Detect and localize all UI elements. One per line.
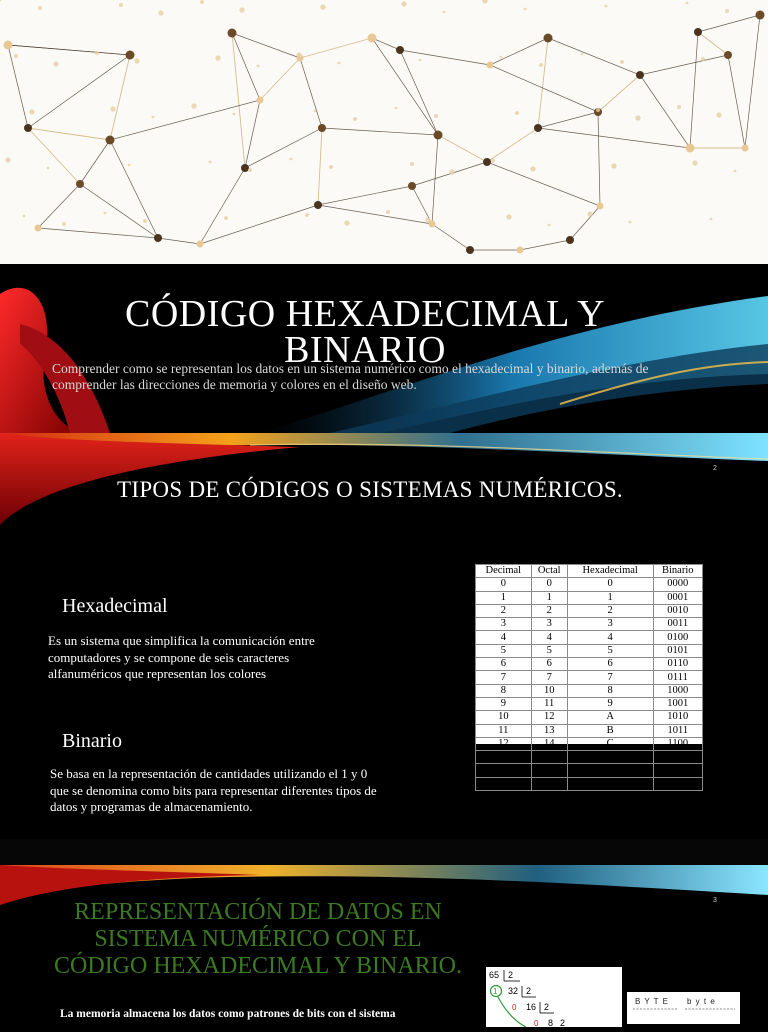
network-dot [233, 113, 236, 116]
table-cell: 0001 [653, 591, 702, 604]
network-dot [152, 116, 155, 119]
svg-text:2: 2 [526, 986, 532, 996]
network-dot [5, 157, 10, 162]
network-dot [53, 61, 58, 66]
network-dot [215, 55, 220, 60]
network-node [724, 51, 732, 59]
network-edge [318, 205, 432, 224]
table-row [476, 751, 703, 764]
binario-description: Se basa en la representación de cantidades utilizando el 1 y 0 que se denomina como bits para representar diferentes tipos de datos y programas de almacenamiento. [50, 766, 377, 814]
network-edge [690, 32, 698, 148]
network-dot [314, 110, 317, 113]
network-node [544, 34, 553, 43]
table-cell: 1100 [653, 737, 702, 750]
division-diagram [486, 967, 622, 1027]
network-edge [110, 55, 130, 140]
table-cell: 12 [476, 737, 532, 750]
network-dot [239, 7, 244, 12]
network-dot [419, 59, 422, 62]
network-dot [410, 162, 414, 166]
network-edge [8, 45, 28, 128]
table-cell: 14 [531, 737, 567, 750]
network-edge [640, 55, 728, 75]
network-node [106, 136, 115, 145]
network-dot [491, 159, 495, 163]
table-cell: A [567, 711, 653, 724]
network-node [126, 51, 135, 60]
network-edge [698, 15, 760, 32]
network-edge [80, 140, 110, 184]
byte-lower-label: b y t e [687, 997, 716, 1006]
table-cell: E [567, 764, 653, 777]
network-dot [110, 106, 115, 111]
network-dot [425, 217, 430, 222]
network-node [742, 145, 749, 152]
representation-slide [0, 865, 768, 1028]
table-cell: 1011 [653, 724, 702, 737]
table-cell: 2 [476, 604, 532, 617]
network-dot [587, 211, 592, 216]
network-edge [728, 55, 745, 148]
network-node [24, 124, 32, 132]
presentation-title: CÓDIGO HEXADECIMAL Y BINARIO [124, 293, 606, 371]
network-edge [400, 50, 490, 65]
network-dot [629, 221, 632, 224]
network-edge [28, 128, 80, 184]
network-dot [716, 112, 721, 117]
table-cell: D [567, 751, 653, 764]
network-dot [344, 220, 349, 225]
table-cell: 17 [531, 777, 567, 790]
table-row [476, 578, 703, 591]
table-cell: 11 [531, 697, 567, 710]
network-dot [506, 214, 511, 219]
table-row [476, 618, 703, 631]
network-node [597, 203, 604, 210]
network-dot [581, 53, 584, 56]
table-cell: 7 [567, 671, 653, 684]
network-edge [570, 206, 600, 240]
network-dot [62, 222, 66, 226]
network-edge [8, 45, 130, 55]
table-cell: 1001 [653, 697, 702, 710]
table-cell: 1 [476, 591, 532, 604]
network-edge [438, 135, 487, 162]
network-edge [28, 55, 130, 128]
presentation-subtitle: Comprender como se representan los datos en un sistema numérico como el hexadecimal y binario, además de comprender las direcciones de memoria y colores en el diseño web. [52, 361, 649, 392]
title-slide [0, 264, 768, 433]
table-cell: 0 [476, 578, 532, 591]
network-node [4, 41, 13, 50]
network-node [368, 34, 377, 43]
network-dot [95, 51, 99, 55]
table-cell: 3 [567, 618, 653, 631]
network-dot [224, 216, 228, 220]
table-cell: 13 [476, 751, 532, 764]
network-dot [443, 11, 446, 14]
section-title: REPRESENTACIÓN DE DATOS EN SISTEMA NUMÉRICO CON EL CÓDIGO HEXADECIMAL Y BINARIO. [54, 899, 462, 979]
network-edge [300, 38, 372, 58]
number-systems-table-image [475, 564, 703, 789]
types-slide [0, 433, 768, 839]
network-dot [434, 114, 438, 118]
network-dot [692, 160, 697, 165]
table-cell: 7 [476, 671, 532, 684]
network-edge [412, 162, 487, 186]
table-cell: 0011 [653, 618, 702, 631]
network-dot [701, 57, 705, 61]
network-dot [128, 164, 131, 167]
table-row [476, 684, 703, 697]
network-node [534, 124, 542, 132]
network-dot [14, 54, 18, 58]
table-cell: F [567, 777, 653, 790]
network-edge [232, 33, 300, 58]
network-edge [110, 140, 158, 238]
svg-text:2: 2 [544, 1002, 550, 1012]
table-cell: 5 [567, 644, 653, 657]
network-dot [29, 109, 34, 114]
table-cell: 8 [476, 684, 532, 697]
network-edge [300, 58, 322, 128]
network-edge [487, 162, 600, 206]
table-cell: 0111 [653, 671, 702, 684]
network-edge [490, 38, 548, 65]
binario-heading: Binario [62, 730, 122, 752]
page-number: 3 [713, 897, 717, 904]
network-edge [432, 224, 470, 250]
network-dot [200, 0, 204, 4]
network-dot [449, 169, 454, 174]
network-node [434, 131, 443, 140]
network-edge [400, 50, 438, 135]
network-dot [725, 9, 729, 13]
byte-upper-label: B Y T E [635, 997, 669, 1006]
network-dot [23, 215, 26, 218]
network-node [466, 246, 474, 254]
division-quotient-3: 8 [548, 1018, 554, 1028]
network-edge [158, 238, 200, 244]
network-edge [520, 240, 570, 250]
network-dot [305, 213, 309, 217]
network-dot [395, 107, 398, 110]
table-cell: 1 [531, 591, 567, 604]
table-cell: 12 [531, 711, 567, 724]
network-dot [329, 165, 333, 169]
hexadecimal-description: Es un sistema que simplifica la comunicación entre computadores y se compone de seis caracteres alfanuméricos que representan los colores [48, 633, 315, 681]
table-cell: 0010 [653, 604, 702, 617]
network-dot [686, 2, 689, 5]
table-cell: 0000 [653, 578, 702, 591]
network-node [314, 201, 322, 209]
table-row [476, 697, 703, 710]
network-edge [538, 38, 548, 128]
section-title: TIPOS DE CÓDIGOS O SISTEMAS NUMÉRICOS. [117, 477, 623, 502]
table-cell: 3 [531, 618, 567, 631]
network-node [35, 225, 42, 232]
network-dot [38, 6, 42, 10]
network-node [396, 46, 404, 54]
network-edge [640, 75, 690, 148]
table-header-cell: Binario [653, 565, 702, 578]
byte-diagram [627, 992, 740, 1024]
network-node [408, 182, 416, 190]
network-dot [104, 212, 107, 215]
table-cell: 8 [567, 684, 653, 697]
table-row [476, 631, 703, 644]
network-node [241, 164, 249, 172]
memory-description: La memoria almacena los datos como patrones de bits con el sistema [60, 1008, 396, 1020]
division-remainder-1: 1 [493, 987, 498, 996]
table-header-cell: Octal [531, 565, 567, 578]
network-dot [143, 219, 147, 223]
network-edge [318, 128, 322, 205]
table-row [476, 711, 703, 724]
table-row [476, 591, 703, 604]
table-cell: 0101 [653, 644, 702, 657]
network-dot [611, 163, 616, 168]
network-edge [232, 33, 245, 168]
network-node [483, 158, 491, 166]
table-cell: 1 [567, 591, 653, 604]
byte-image [627, 992, 740, 1024]
network-edge [538, 112, 598, 128]
division-divisor: 2 [508, 970, 514, 980]
network-dot [515, 111, 519, 115]
network-dot [158, 10, 163, 15]
table-cell: 5 [476, 644, 532, 657]
network-node [487, 62, 494, 69]
table-row [476, 644, 703, 657]
network-dot [134, 58, 139, 63]
network-dot [353, 117, 357, 121]
network-edge [372, 38, 438, 135]
svg-text:2: 2 [560, 1018, 566, 1028]
network-dot [482, 0, 487, 4]
table-cell: 15 [531, 751, 567, 764]
table-cell: B [567, 724, 653, 737]
network-node [686, 144, 695, 153]
table-cell: 1101 [653, 751, 702, 764]
table-cell: 1111 [653, 777, 702, 790]
network-node [154, 234, 162, 242]
network-edge [245, 128, 322, 168]
network-dot [635, 115, 640, 120]
division-remainder-2: 0 [512, 1003, 517, 1012]
table-cell: 7 [531, 671, 567, 684]
network-image-slide [0, 0, 768, 264]
table-cell: 1010 [653, 711, 702, 724]
network-dot [710, 218, 713, 221]
network-node [636, 71, 644, 79]
binary-division-image [486, 967, 622, 1027]
table-row [476, 724, 703, 737]
table-row [476, 658, 703, 671]
network-dot [209, 161, 212, 164]
network-dot [548, 224, 551, 227]
table-cell: 3 [476, 618, 532, 631]
table-cell: 1110 [653, 764, 702, 777]
table-cell: 2 [531, 604, 567, 617]
network-node [517, 247, 524, 254]
table-cell: C [567, 737, 653, 750]
network-node [76, 180, 84, 188]
table-cell: 0100 [653, 631, 702, 644]
table-cell: 4 [476, 631, 532, 644]
network-dot [0, 0, 1, 1]
table-cell: 13 [531, 724, 567, 737]
table-header-cell: Hexadecimal [567, 565, 653, 578]
network-dot [539, 63, 543, 67]
network-edge [110, 100, 260, 140]
network-edge [322, 128, 438, 135]
network-dot [500, 56, 503, 59]
network-edge [745, 15, 760, 148]
table-cell: 16 [531, 764, 567, 777]
division-remainder-3: 0 [534, 1019, 539, 1028]
table-cell: 10 [476, 711, 532, 724]
network-edge [80, 184, 158, 238]
network-dot [257, 65, 260, 68]
network-edge [260, 58, 300, 100]
table-cell: 14 [476, 764, 532, 777]
page-number: 2 [713, 465, 717, 472]
network-dot [320, 4, 325, 9]
table-cell: 0110 [653, 658, 702, 671]
network-node [257, 97, 264, 104]
network-edge [200, 205, 318, 244]
network-edge [487, 128, 538, 162]
table-cell: 6 [567, 658, 653, 671]
network-edge [200, 168, 245, 244]
network-node [318, 124, 326, 132]
network-dot [386, 210, 390, 214]
network-dot [119, 3, 123, 7]
table-cell: 0 [531, 578, 567, 591]
network-dot [530, 166, 535, 171]
network-edge [318, 186, 412, 205]
network-node [756, 11, 765, 20]
table-cell: 4 [531, 631, 567, 644]
network-dot [620, 60, 624, 64]
division-quotient-1: 32 [508, 986, 519, 996]
network-edge [38, 228, 158, 238]
network-dot [401, 1, 406, 6]
network-edge [598, 112, 600, 206]
network-node [566, 236, 574, 244]
network-edge [538, 128, 690, 148]
division-dividend: 65 [489, 970, 500, 980]
network-dot [296, 52, 301, 57]
table-cell: 0 [567, 578, 653, 591]
number-systems-table [475, 564, 703, 791]
table-header-cell: Decimal [476, 565, 532, 578]
network-graphic [0, 0, 768, 264]
network-edge [232, 33, 260, 100]
network-dot [290, 158, 293, 161]
table-cell: 10 [531, 684, 567, 697]
network-dot [596, 108, 600, 112]
network-edge [548, 38, 640, 75]
network-edge [28, 128, 110, 140]
network-dot [47, 167, 50, 170]
network-dot [338, 62, 341, 65]
network-node [694, 28, 702, 36]
network-dot [191, 103, 196, 108]
network-edge [598, 75, 640, 112]
table-cell: 4 [567, 631, 653, 644]
network-dot [605, 5, 608, 8]
table-cell: 6 [476, 658, 532, 671]
network-edge [245, 100, 260, 168]
table-cell: 6 [531, 658, 567, 671]
table-cell: 2 [567, 604, 653, 617]
division-quotient-2: 16 [526, 1002, 537, 1012]
table-row [476, 604, 703, 617]
table-cell: 9 [567, 697, 653, 710]
network-edge [698, 32, 728, 55]
table-row [476, 777, 703, 790]
network-dot [524, 8, 527, 11]
table-row [476, 737, 703, 750]
network-node [197, 241, 204, 248]
table-row [476, 764, 703, 777]
hexadecimal-heading: Hexadecimal [62, 595, 168, 617]
network-dot [248, 168, 252, 172]
network-edge [38, 184, 80, 228]
table-cell: 1000 [653, 684, 702, 697]
network-node [228, 29, 237, 38]
table-cell: 11 [476, 724, 532, 737]
table-cell: 9 [476, 697, 532, 710]
table-cell: 5 [531, 644, 567, 657]
slide-divider [0, 839, 768, 865]
table-row [476, 671, 703, 684]
network-dot [734, 170, 737, 173]
network-dot [677, 105, 681, 109]
table-cell: 15 [476, 777, 532, 790]
